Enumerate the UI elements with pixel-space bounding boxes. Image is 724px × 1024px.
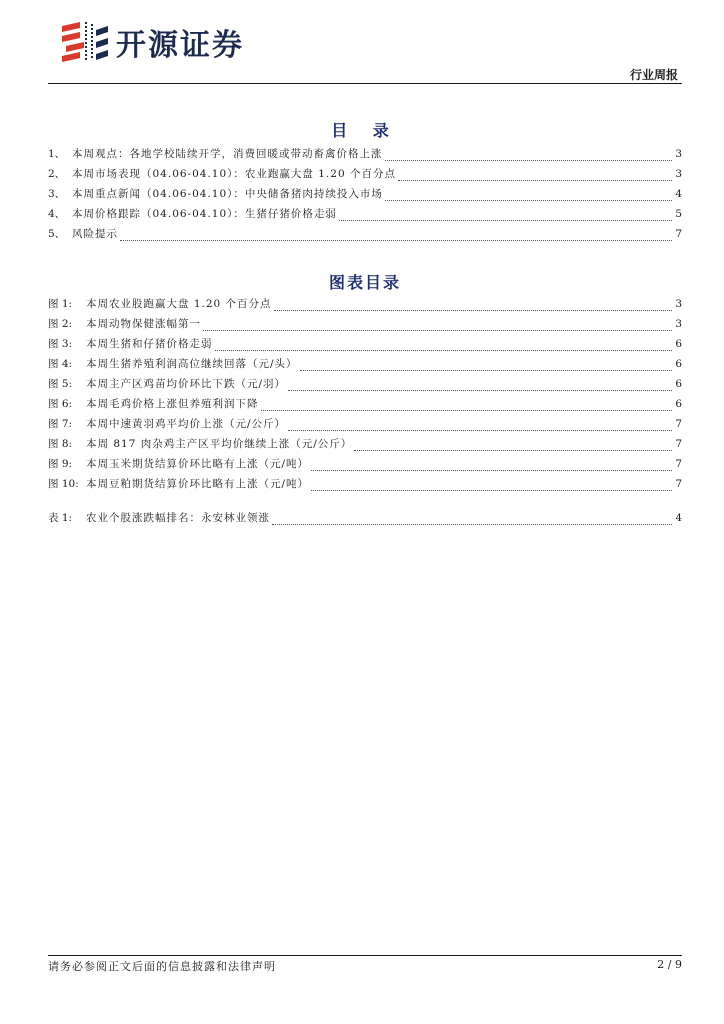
footer-disclaimer: 请务必参阅正文后面的信息披露和法律声明 [48,960,276,973]
header-divider [48,83,682,84]
dot-leader [311,490,672,491]
figure-entry-number: 图 2: [48,318,73,330]
figure-entry-title[interactable]: 本周玉米期货结算价环比略有上涨（元/吨） [86,458,310,470]
figure-entry-page-number[interactable]: 6 [675,398,682,410]
dot-leader [274,310,672,311]
dot-leader [272,524,672,525]
toc-entry[interactable] [48,186,682,206]
toc-entry-title[interactable]: 本周市场表现（04.06-04.10）：农业跑赢大盘 1.20 个百分点 [72,168,396,180]
brand-name: 开源证券 [116,28,244,63]
figure-entry-page-number[interactable]: 7 [675,458,682,470]
toc-entry-title[interactable]: 风险提示 [72,228,118,240]
toc-title: 目 录 [331,121,399,140]
dot-leader [261,410,673,411]
dot-leader [339,220,672,221]
table-list [48,510,682,530]
toc-entry[interactable] [48,146,682,166]
figure-entry-title[interactable]: 本周豆粕期货结算价环比略有上涨（元/吨） [86,478,310,490]
dot-leader [311,470,672,471]
table-entry-title[interactable]: 农业个股涨跌幅排名：永安林业领涨 [86,512,270,524]
figure-list [48,296,682,496]
toc-entry-page-number[interactable]: 3 [675,148,682,160]
dot-leader [203,330,672,331]
figure-entry-page-number[interactable]: 6 [675,378,682,390]
figure-entry-page-number[interactable]: 3 [675,318,682,330]
figure-entry-page-number[interactable]: 6 [675,338,682,350]
figure-entry-page-number[interactable]: 6 [675,358,682,370]
dot-leader [288,430,672,431]
figure-entry-title[interactable]: 本周中速黄羽鸡平均价上涨（元/公斤） [86,418,287,430]
page-indicator: 2 / 9 [657,958,682,971]
figure-entry-number: 图 3: [48,338,73,350]
figure-entry[interactable] [48,316,682,336]
figure-entry[interactable] [48,436,682,456]
figure-entry-page-number[interactable]: 7 [675,418,682,430]
figure-entry[interactable] [48,476,682,496]
figure-entry-title[interactable]: 本周动物保健涨幅第一 [86,318,201,330]
figure-entry-number: 图 10: [48,478,79,490]
figure-entry[interactable] [48,336,682,356]
toc-entry-page-number[interactable]: 5 [675,208,682,220]
toc-entry-number: 1、 [48,148,66,160]
brand-logo-icon [58,20,110,64]
toc-entry-title[interactable]: 本周价格跟踪（04.06-04.10）：生猪仔猪价格走弱 [72,208,337,220]
figure-entry-page-number[interactable]: 7 [675,438,682,450]
dot-leader [120,240,672,241]
figure-entry-number: 图 9: [48,458,73,470]
figure-entry-number: 图 7: [48,418,73,430]
figure-entry-page-number[interactable]: 3 [675,298,682,310]
figure-entry-number: 图 8: [48,438,73,450]
dot-leader [354,450,672,451]
table-entry-page-number[interactable]: 4 [675,512,682,524]
figure-entry-number: 图 5: [48,378,73,390]
table-entry[interactable] [48,510,682,530]
toc-entry[interactable] [48,206,682,226]
toc-entry-number: 4、 [48,208,66,220]
figure-entry-number: 图 1: [48,298,73,310]
figure-list-title: 图表目录 [328,273,401,292]
toc-entry-page-number[interactable]: 4 [675,188,682,200]
toc-entry-page-number[interactable]: 3 [675,168,682,180]
report-type: 行业周报 [629,68,678,82]
dot-leader [385,160,673,161]
toc-entry[interactable] [48,166,682,186]
figure-entry-title[interactable]: 本周主产区鸡苗均价环比下跌（元/羽） [86,378,287,390]
figure-entry[interactable] [48,356,682,376]
brand-logo [58,20,244,64]
figure-entry-title[interactable]: 本周生猪和仔猪价格走弱 [86,338,213,350]
dot-leader [300,370,672,371]
footer-divider [48,955,682,956]
table-entry-number: 表 1: [48,512,73,524]
dot-leader [398,180,672,181]
figure-entry-number: 图 4: [48,358,73,370]
figure-entry-page-number[interactable]: 7 [675,478,682,490]
figure-entry-title[interactable]: 本周农业股跑赢大盘 1.20 个百分点 [86,298,272,310]
figure-entry[interactable] [48,416,682,436]
dot-leader [215,350,673,351]
toc-entry-title[interactable]: 本周观点：各地学校陆续开学，消费回暖或带动畜禽价格上涨 [72,148,383,160]
toc-entry-number: 3、 [48,188,66,200]
figure-entry[interactable] [48,456,682,476]
toc-entry-page-number[interactable]: 7 [675,228,682,240]
toc-list [48,146,682,246]
figure-entry-number: 图 6: [48,398,73,410]
figure-entry-title[interactable]: 本周毛鸡价格上涨但养殖利润下降 [86,398,259,410]
toc-entry-number: 2、 [48,168,66,180]
figure-entry[interactable] [48,396,682,416]
toc-entry-title[interactable]: 本周重点新闻（04.06-04.10）：中央储备猪肉持续投入市场 [72,188,383,200]
figure-entry-title[interactable]: 本周生猪养殖利润高位继续回落（元/头） [86,358,298,370]
page-header [48,18,682,88]
toc-entry[interactable] [48,226,682,246]
figure-entry[interactable] [48,376,682,396]
figure-entry-title[interactable]: 本周 817 肉杂鸡主产区平均价继续上涨（元/公斤） [86,438,353,450]
figure-entry[interactable] [48,296,682,316]
dot-leader [385,200,672,201]
toc-entry-number: 5、 [48,228,66,240]
dot-leader [288,390,672,391]
